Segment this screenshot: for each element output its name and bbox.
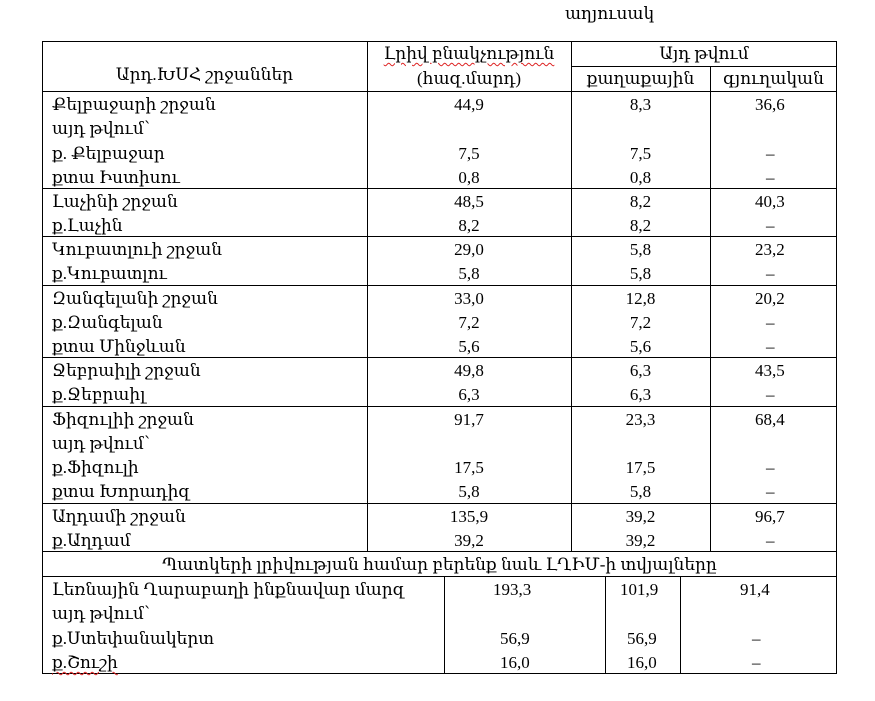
cell-total: 5,6: [458, 337, 480, 356]
cell-name: Լեռնային Ղարաբաղի ինքնավար մարզ: [52, 580, 405, 599]
header-rural: գյուղական: [723, 69, 824, 88]
cell-urban: 6,3: [629, 385, 652, 404]
cell-name: Քելբաջարի շրջան: [52, 95, 216, 114]
cell-total: 0,8: [458, 168, 480, 187]
cell-urban: 12,8: [625, 289, 656, 308]
header-divider: [42, 91, 837, 92]
cell-name: ք.Կուբատլու: [52, 264, 167, 283]
cell-urban: 5,8: [629, 482, 652, 501]
cell-urban: 7,5: [629, 144, 652, 163]
cell-name: ք.Աղդամ: [52, 531, 131, 550]
cell-total: 8,2: [458, 216, 480, 235]
cell-rural: 23,2: [755, 240, 785, 259]
cell-total: 7,5: [458, 144, 480, 163]
cell-rural: 36,6: [755, 95, 785, 114]
cell-name: ք.Ստեփանակերտ: [52, 629, 215, 648]
cell-rural: 43,5: [755, 361, 785, 380]
header-urban: քաղաքային: [586, 69, 695, 88]
cell-urban: 7,2: [629, 313, 652, 332]
col-divider: [444, 576, 445, 674]
cell-rural: 20,2: [755, 289, 785, 308]
cell-name: քտա Մինջևան: [52, 337, 186, 356]
cell-name: ք. Քելբաջար: [52, 144, 165, 163]
cell-total: 193,3: [493, 580, 532, 599]
row-divider: [42, 236, 837, 237]
cell-total: 39,2: [454, 531, 484, 550]
cell-rural: –: [766, 264, 775, 283]
cell-name: Կուբատլուի շրջան: [52, 240, 223, 259]
col-divider: [710, 66, 711, 551]
col-divider: [680, 576, 681, 674]
row-divider: [42, 551, 837, 552]
cell-total: 17,5: [454, 458, 484, 477]
cell-rural: –: [766, 216, 775, 235]
cell-urban: 6,3: [629, 361, 652, 380]
cell-urban: 5,8: [629, 240, 652, 259]
cell-name: ք.Ֆիզուլի: [52, 458, 139, 477]
cell-name: այդ թվում՝: [52, 604, 150, 623]
cell-urban: 0,8: [629, 168, 652, 187]
cell-total: 135,9: [449, 507, 489, 526]
cell-rural: –: [766, 482, 775, 501]
cell-total: 48,5: [454, 192, 484, 211]
cell-name: Աղդամի շրջան: [52, 507, 186, 526]
cell-urban: 8,3: [629, 95, 652, 114]
cell-rural: 96,7: [755, 507, 785, 526]
cell-urban: 8,2: [629, 216, 652, 235]
row-divider: [42, 357, 837, 358]
cell-name: այդ թվում՝: [52, 434, 150, 453]
cell-rural: –: [766, 168, 775, 187]
cell-name: ք.Ջեբրաիլ: [52, 385, 146, 404]
header-subdivider: [571, 66, 837, 67]
cell-name: քտա Իստիսու: [52, 168, 180, 187]
cell-urban: 5,6: [629, 337, 652, 356]
cell-total: 5,8: [458, 264, 480, 283]
cell-rural: –: [766, 144, 775, 163]
cell-urban: 8,2: [629, 192, 652, 211]
header-region: Արդ.ԽՍՀ շրջաններ: [115, 65, 294, 84]
cell-rural: –: [752, 629, 761, 648]
cell-urban: 23,3: [625, 410, 656, 429]
cell-urban: 101,9: [620, 580, 659, 599]
col-divider: [605, 576, 606, 674]
cell-total: 6,3: [458, 385, 480, 404]
cell-name: ք.Զանգելան: [52, 313, 163, 332]
header-total-line1: Լրիվ բնակչություն: [383, 44, 555, 63]
cell-total: 56,9: [500, 629, 530, 648]
cell-urban: 39,2: [625, 531, 656, 550]
cell-urban: 16,0: [627, 653, 657, 672]
cell-rural: 40,3: [755, 192, 785, 211]
cell-urban: 56,9: [627, 629, 657, 648]
cell-total: 91,7: [454, 410, 484, 429]
cell-name: Ֆիզուլիի շրջան: [52, 410, 194, 429]
header-total-line2: (հազ.մարդ): [416, 69, 522, 88]
cell-name: այդ թվում՝: [52, 119, 150, 138]
table-caption: աղյուսակ: [565, 4, 655, 23]
row-divider: [42, 576, 837, 577]
row-divider: [42, 406, 837, 407]
row-divider: [42, 188, 837, 189]
cell-urban: 17,5: [625, 458, 656, 477]
cell-name: ք.Շուշի: [52, 653, 118, 672]
cell-urban: 5,8: [629, 264, 652, 283]
cell-total: 44,9: [454, 95, 484, 114]
cell-total: 29,0: [454, 240, 484, 259]
cell-rural: 68,4: [755, 410, 785, 429]
row-divider: [42, 503, 837, 504]
cell-total: 33,0: [454, 289, 484, 308]
table-note: Պատկերի լրիվության համար բերենք նաև ԼՂԻՄ-ի տվյալները: [162, 555, 717, 574]
cell-total: 7,2: [458, 313, 480, 332]
cell-total: 5,8: [458, 482, 480, 501]
cell-rural: –: [766, 313, 775, 332]
cell-name: Զանգելանի շրջան: [52, 289, 218, 308]
row-divider: [42, 285, 837, 286]
cell-name: Ջեբրաիլի շրջան: [52, 361, 201, 380]
cell-urban: 39,2: [625, 507, 656, 526]
cell-total: 16,0: [500, 653, 530, 672]
cell-rural: 91,4: [740, 580, 770, 599]
cell-rural: –: [766, 531, 775, 550]
cell-total: 49,8: [454, 361, 484, 380]
cell-name: քտա Խորադիզ: [52, 482, 191, 501]
header-including: Այդ թվում: [659, 44, 749, 63]
cell-name: ք.Լաչին: [52, 216, 123, 235]
cell-rural: –: [766, 385, 775, 404]
cell-rural: –: [766, 458, 775, 477]
cell-rural: –: [766, 337, 775, 356]
cell-rural: –: [752, 653, 761, 672]
cell-name: Լաչինի շրջան: [52, 192, 178, 211]
